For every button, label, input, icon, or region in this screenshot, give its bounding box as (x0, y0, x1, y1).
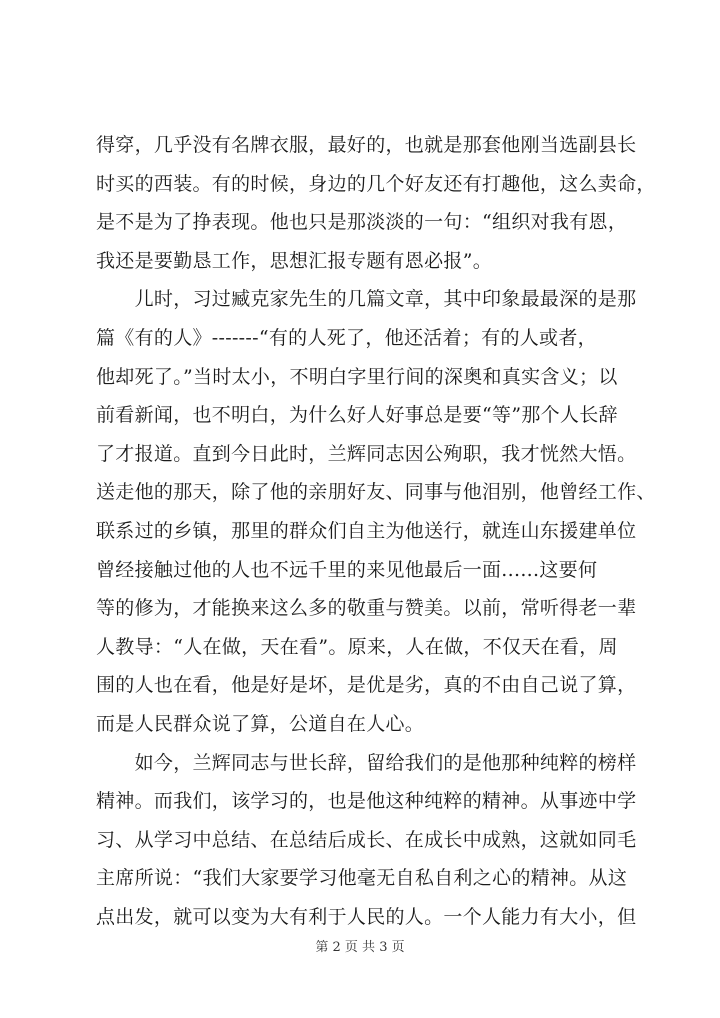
text-line: 了才报道。直到今日此时，兰辉同志因公殉职，我才恍然大悟。 (96, 442, 637, 465)
text-line: 人教导：“人在做，天在看”。原来，人在做，不仅天在看，周 (96, 635, 618, 658)
text-line: 等的修为，才能换来这么多的敬重与赞美。以前，常听得老一辈 (96, 597, 637, 620)
text-line: 而是人民群众说了算，公道自在人心。 (96, 712, 425, 735)
text-line: 是不是为了挣表现。他也只是那淡淡的一句：“组织对我有恩， (96, 211, 628, 234)
page-number-footer: 第 2 页 共 3 页 (315, 940, 405, 955)
text-line: 围的人也在看，他是好是坏，是优是劣，真的不由自己说了算， (96, 674, 637, 697)
text-line: 如今，兰辉同志与世长辞，留给我们的是他那种纯粹的榜样 (96, 751, 637, 774)
text-line: 精神。而我们，该学习的，也是他这种纯粹的精神。从事迹中学 (96, 790, 637, 813)
text-line: 我还是要勤恳工作，思想汇报专题有恩必报”。 (96, 249, 493, 272)
text-line: 联系过的乡镇，那里的群众们自主为他送行，就连山东援建单位 (96, 519, 637, 542)
text-line: 篇《有的人》-------“有的人死了，他还活着；有的人或者， (96, 326, 597, 349)
text-line: 点出发，就可以变为大有利于人民的人。一个人能力有大小，但 (96, 905, 637, 928)
body-text (96, 126, 656, 936)
text-line: 习、从学习中总结、在总结后成长、在成长中成熟，这就如同毛 (96, 828, 637, 851)
text-line: 主席所说：“我们大家要学习他毫无自私自利之心的精神。从这 (96, 867, 628, 890)
text-line: 曾经接触过他的人也不远千里的来见他最后一面......这要何 (96, 558, 598, 581)
text-line: 他却死了。”当时太小，不明白字里行间的深奥和真实含义；以 (96, 365, 618, 388)
text-line: 时买的西装。有的时候，身边的几个好友还有打趣他，这么卖命， (96, 172, 656, 195)
text-line: 前看新闻，也不明白，为什么好人好事总是要“等”那个人长辞 (96, 404, 618, 427)
text-line: 得穿，几乎没有名牌衣服，最好的，也就是那套他刚当选副县长 (96, 134, 637, 156)
text-line: 送走他的那天，除了他的亲朋好友、同事与他泪别，他曾经工作、 (96, 481, 656, 504)
text-line: 儿时，习过臧克家先生的几篇文章，其中印象最最深的是那 (96, 288, 637, 311)
